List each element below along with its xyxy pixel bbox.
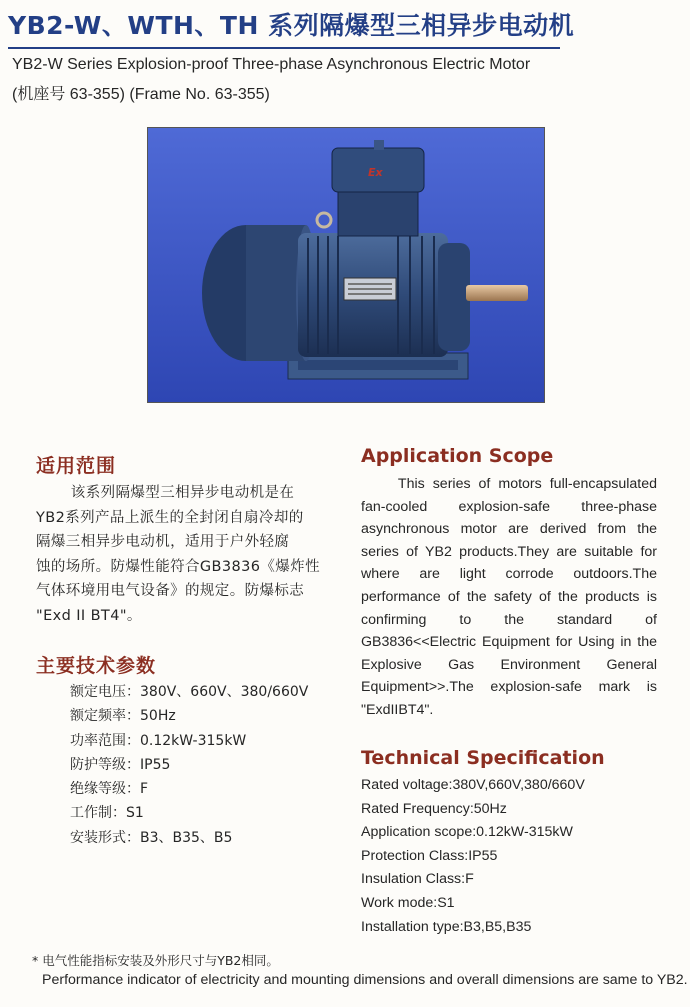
title-underline [8, 47, 560, 49]
scope-line-cn: 该系列隔爆型三相异步电动机是在 [70, 485, 295, 501]
page-title: YB2-W、WTH、TH 系列隔爆型三相异步电动机 [8, 11, 575, 40]
scope-line-cn: "Exd II BT4"。 [36, 607, 142, 624]
scope-paragraph-en: This series of motors full-encapsulated fan-cooled explosion-safe three-phase asynchronous motor are derived from the series of YB2 products.They are suitable for where are light corrode outdoors.The performance of the safety of the products is confirming to the standard of GB3836<<Electric Equipment for Using in the Explosive Gas Environment General Equipment>>.The explosion-safe mark is "ExdIIBT4". [361, 476, 657, 718]
spec-item-en: Application scope:0.12kW-315kW [361, 824, 573, 841]
footnote-cn: * 电气性能指标安装及外形尺寸与YB2相同。 [32, 953, 279, 968]
spec-item-en: Rated voltage:380V,660V,380/660V [361, 777, 585, 793]
spec-item-cn: 防护等级：IP55 [70, 756, 171, 773]
spec-item-en: Insulation Class:F [361, 871, 474, 888]
subtitle-english: YB2-W Series Explosion-proof Three-phase Asynchronous Electric Motor [12, 56, 531, 73]
scope-line-cn: 气体环境用电气设备》的规定。防爆标志 [36, 583, 305, 599]
scope-line-cn: YB2系列产品上派生的全封闭自扇冷却的 [36, 509, 304, 526]
spec-item-en: Rated Frequency:50Hz [361, 800, 507, 817]
specs-list-en [361, 774, 585, 939]
specs-heading-en: Technical Specification [361, 747, 605, 769]
subtitle-frame: (机座号 63-355) (Frame No. 63-355) [12, 86, 270, 103]
scope-text-cn [36, 481, 338, 628]
footnote-en: Performance indicator of electricity and mounting dimensions and overall dimensions are same to YB2. [42, 972, 688, 988]
spec-item-cn: 绝缘等级：F [70, 781, 149, 798]
spec-item-en: Installation type:B3,B5,B35 [361, 918, 532, 935]
spec-item-en: Protection Class:IP55 [361, 847, 498, 864]
specs-heading-cn: 主要技术参数 [36, 655, 157, 677]
specs-list-cn [70, 680, 308, 850]
scope-heading-cn: 适用范围 [36, 455, 117, 477]
scope-line-cn: 隔爆三相异步电动机，适用于户外轻腐 [36, 534, 290, 550]
ex-mark: Ex [368, 166, 383, 179]
spec-item-cn: 工作制：S1 [70, 805, 144, 822]
scope-heading-en: Application Scope [361, 445, 554, 467]
scope-text-en [361, 473, 657, 722]
spec-item-en: Work mode:S1 [361, 894, 455, 911]
scope-line-cn: 蚀的场所。防爆性能符合GB3836《爆炸性 [36, 558, 320, 575]
spec-item-cn: 额定频率：50Hz [70, 708, 176, 725]
spec-item-cn: 安装形式：B3、B35、B5 [70, 829, 233, 846]
spec-item-cn: 额定电压：380V、660V、380/660V [70, 684, 309, 700]
motor-illustration [148, 128, 544, 402]
spec-item-cn: 功率范围：0.12kW-315kW [70, 732, 247, 749]
motor-photo [147, 127, 545, 403]
